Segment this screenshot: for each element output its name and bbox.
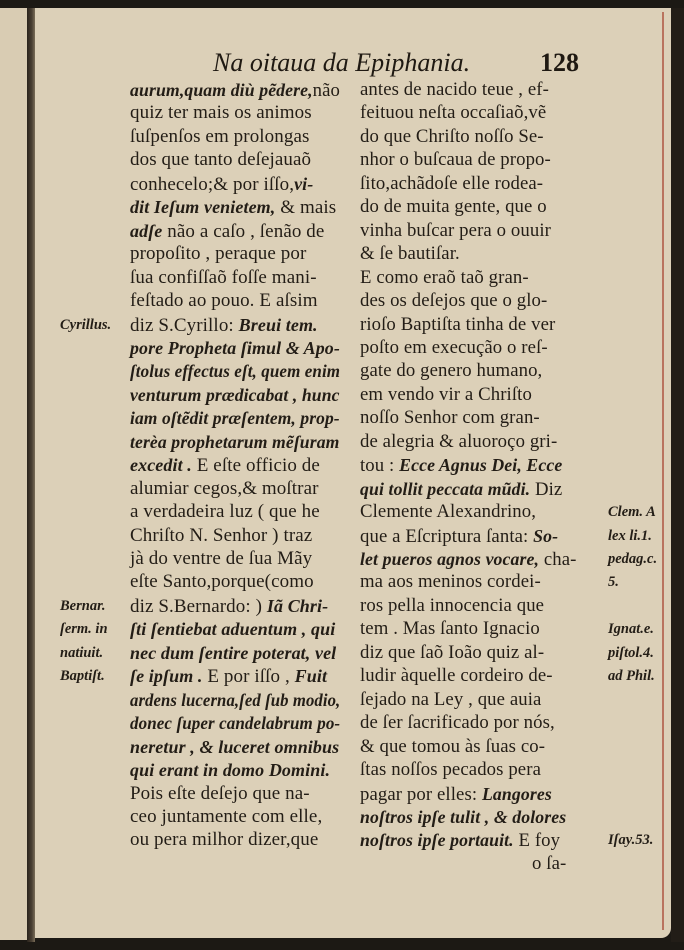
margin-note: Cyrillus. — [60, 316, 112, 333]
text-line — [130, 713, 341, 734]
text-line — [130, 221, 340, 242]
body-text: & mais — [275, 197, 337, 219]
body-text: E como eraõ taõ gran- — [360, 266, 529, 288]
body-text: jà do ventre de ſua Mãy — [130, 548, 313, 569]
text-line — [130, 526, 340, 546]
text-line — [360, 174, 582, 194]
text-line — [360, 455, 582, 476]
body-text: do que Chriſto noſſo Se- — [360, 125, 544, 147]
body-text: de ſer ſacrificado por nós, — [360, 712, 555, 734]
text-line — [130, 807, 340, 827]
latin-quote-text: iam oſtẽdit præſentem, prop- — [130, 408, 340, 429]
latin-quote-text: venturum prædicabat , hunc — [130, 384, 340, 405]
body-text: tou : — [360, 455, 400, 477]
latin-quote-text: dit Ieſum venietem, — [130, 197, 276, 218]
latin-quote-text: Langores — [481, 783, 552, 804]
body-text: quiz ter mais os animos — [130, 102, 312, 124]
margin-note: Iſay.53. — [608, 832, 654, 849]
body-text: ſuſpenſos em prolongas — [130, 125, 310, 147]
margin-note: lex li.1. — [608, 527, 652, 544]
text-line — [130, 127, 340, 147]
text-line — [360, 127, 582, 147]
body-text: propoſito , peraque por — [130, 243, 307, 265]
text-line — [360, 103, 582, 123]
text-line — [130, 479, 340, 499]
body-text: diz S.Cyrillo: — [130, 314, 239, 336]
text-line — [130, 643, 340, 664]
text-line — [360, 526, 582, 547]
text-line — [360, 479, 582, 500]
text-line — [130, 431, 340, 453]
body-text: Clemente Alexandrino, — [360, 501, 537, 523]
latin-quote-text: qui tollit peccata mũdi. — [360, 478, 531, 499]
text-line — [360, 572, 582, 592]
body-text: não — [312, 80, 340, 101]
body-text: feſtado ao pouo. E aſsim — [130, 290, 318, 312]
body-text: a verdadeira luz ( que he — [130, 501, 320, 523]
text-line — [130, 291, 340, 311]
body-text: do de muita gente, que o — [360, 196, 547, 218]
text-line — [130, 150, 340, 170]
latin-quote-text: So- — [533, 525, 559, 546]
latin-quote-text: excedit . — [130, 455, 192, 476]
latin-quote-text: neretur , & luceret omnibus — [130, 736, 340, 757]
body-text: Chriſto N. Senhor ) traz — [130, 524, 313, 546]
text-line — [130, 619, 340, 640]
text-line — [130, 384, 340, 406]
text-line — [360, 549, 582, 570]
margin-note: Baptiſt. — [60, 668, 105, 685]
right-dark-edge — [671, 8, 684, 942]
body-text: dos que tanto deſejauaõ — [130, 149, 312, 171]
facing-page-edge — [0, 8, 27, 940]
body-text: ceo juntamente com elle, — [130, 805, 323, 827]
body-text: de alegria & aluoroço gri- — [360, 430, 558, 452]
body-text: E por iſſo , — [202, 666, 295, 688]
text-line — [360, 830, 582, 851]
body-text: diz que ſaõ Ioão quiz al- — [360, 641, 545, 663]
latin-quote-text: noſtros ipſe tulit , & dolores — [360, 806, 567, 827]
latin-quote-text: qui erant in domo Domini. — [130, 760, 331, 781]
latin-quote-text: let pueros agnos vocare, — [360, 549, 540, 569]
text-line — [360, 713, 582, 733]
body-text: poſto em execução o reſ- — [360, 336, 548, 358]
text-line — [130, 268, 340, 288]
body-text: tem . Mas ſanto Ignacio — [360, 618, 540, 640]
body-text: nhor o buſcaua de propo- — [360, 149, 551, 171]
body-text: rioſo Baptiſta tinha de ver — [360, 313, 556, 335]
latin-quote-text: Ecce Agnus Dei, Ecce — [399, 455, 563, 476]
body-text: que a Eſcriptura ſanta: — [360, 525, 534, 547]
text-line — [130, 338, 339, 359]
body-text: Diz — [530, 478, 563, 500]
text-line — [360, 338, 582, 358]
text-line — [360, 784, 582, 805]
margin-note: Clem. A — [608, 504, 656, 521]
latin-quote-text: nec dum ſentire poterat, vel — [130, 642, 337, 663]
body-text: E eſte officio de — [191, 455, 320, 477]
text-line — [360, 291, 582, 311]
latin-quote-text: Breui tem. — [238, 314, 318, 335]
body-text: ludir àquelle cordeiro de- — [360, 665, 553, 687]
text-line — [130, 737, 340, 758]
text-line — [130, 830, 340, 850]
margin-note: ad Phil. — [608, 668, 655, 685]
body-text: cha- — [539, 549, 577, 570]
text-line — [130, 80, 340, 101]
text-line — [130, 502, 340, 522]
page-number: 128 — [540, 48, 579, 77]
latin-quote-text: vi- — [294, 173, 314, 194]
body-text: ſtas noſſos pecados pera — [360, 759, 541, 781]
body-text: Pois eſte deſejo que na- — [130, 782, 310, 804]
body-text: des os deſejos que o glo- — [360, 290, 548, 312]
text-line — [130, 408, 340, 429]
text-line — [360, 760, 582, 780]
body-text: & que tomou às ſuas co- — [360, 735, 546, 757]
body-text: alumiar cegos,& moſtrar — [130, 477, 319, 499]
body-text: ros pella innocencia que — [360, 594, 545, 616]
body-text: o ſa- — [532, 852, 567, 874]
body-text: ſejado na Ley , que auia — [360, 688, 542, 710]
latin-quote-text: ſtolus effectus eſt, quem enim — [130, 361, 341, 382]
text-line — [130, 197, 340, 218]
body-text: ſito,achãdoſe elle rodea- — [360, 172, 544, 194]
body-text: feituou neſta occaſiaõ,vẽ — [360, 102, 547, 124]
text-line — [360, 596, 582, 616]
margin-note: Bernar. — [60, 597, 106, 614]
running-title: Na oitaua da Epiphania. — [213, 48, 471, 77]
text-line — [360, 432, 582, 452]
text-line — [130, 760, 340, 781]
text-line — [130, 666, 340, 687]
text-line — [130, 572, 340, 592]
margin-note: ſerm. in — [60, 621, 108, 638]
latin-quote-text: terèa prophetarum mẽſuram — [130, 431, 340, 452]
text-line — [360, 150, 582, 170]
latin-quote-text: noſtros ipſe portauit. — [360, 830, 514, 851]
text-line — [130, 549, 340, 569]
body-text: ſua confiſſaõ foſſe mani- — [130, 266, 317, 288]
text-line — [532, 854, 684, 874]
latin-quote-text: adſe — [130, 220, 163, 241]
text-line — [360, 502, 582, 522]
body-text: noſſo Senhor com gran- — [360, 407, 540, 429]
body-text: eſte Santo,porque(como — [130, 571, 314, 593]
latin-quote-text: donec ſuper candelabrum po- — [130, 713, 341, 734]
latin-quote-text: ſe ipſum . — [130, 666, 203, 687]
body-text: E foy — [513, 830, 561, 852]
text-line — [360, 807, 582, 828]
text-line — [360, 408, 582, 428]
body-text: vinha buſcar pera o ouuir — [360, 219, 551, 241]
body-text: conhecelo;& por iſſo, — [130, 173, 295, 195]
margin-note: 5. — [608, 574, 619, 591]
text-line — [360, 221, 582, 241]
margin-note: natiuit. — [60, 644, 104, 661]
text-line — [360, 197, 582, 217]
text-line — [130, 315, 340, 336]
body-text: diz S.Bernardo: ) — [130, 595, 267, 617]
text-line — [360, 666, 582, 686]
text-line — [130, 174, 340, 195]
latin-quote-text: pore Propheta ſimul & Apo- — [130, 337, 340, 358]
body-text: gate do genero humano, — [360, 360, 543, 382]
body-text: ou pera milhor dizer,que — [130, 829, 319, 851]
text-line — [360, 643, 582, 663]
book-page — [35, 8, 671, 938]
text-line — [360, 244, 582, 264]
latin-quote-text: ſti ſentiebat aduentum , qui — [130, 619, 336, 640]
text-line — [130, 596, 340, 617]
margin-note: pedag.c. — [608, 551, 658, 567]
body-text: não a caſo , ſenão de — [162, 220, 325, 242]
text-line — [360, 690, 582, 710]
margin-note: piſtol.4. — [608, 644, 654, 661]
body-text: antes de nacido teue , ef- — [360, 79, 549, 100]
text-line — [130, 244, 340, 264]
text-line — [360, 80, 582, 100]
text-line — [130, 455, 340, 476]
text-line — [130, 361, 341, 382]
body-text: em vendo vir a Chriſto — [360, 383, 532, 405]
text-line — [360, 737, 582, 757]
text-line — [130, 103, 340, 123]
text-line — [360, 268, 582, 288]
book-gutter — [27, 8, 35, 942]
margin-note: Ignat.e. — [608, 621, 654, 638]
latin-quote-text: aurum,quam diù pẽdere, — [130, 80, 313, 100]
text-line — [130, 784, 340, 804]
text-line — [360, 385, 582, 405]
latin-quote-text: Iã Chri- — [266, 595, 329, 616]
body-text: pagar por elles: — [360, 783, 482, 805]
body-text: & ſe bautiſar. — [360, 243, 460, 265]
latin-quote-text: Fuit — [294, 666, 328, 687]
text-line — [360, 361, 582, 381]
text-line — [130, 689, 341, 711]
latin-quote-text: ardens lucerna,ſed ſub modio, — [130, 689, 341, 710]
text-line — [360, 315, 582, 335]
body-text: ma aos meninos cordei- — [360, 571, 541, 593]
text-line — [360, 619, 582, 639]
